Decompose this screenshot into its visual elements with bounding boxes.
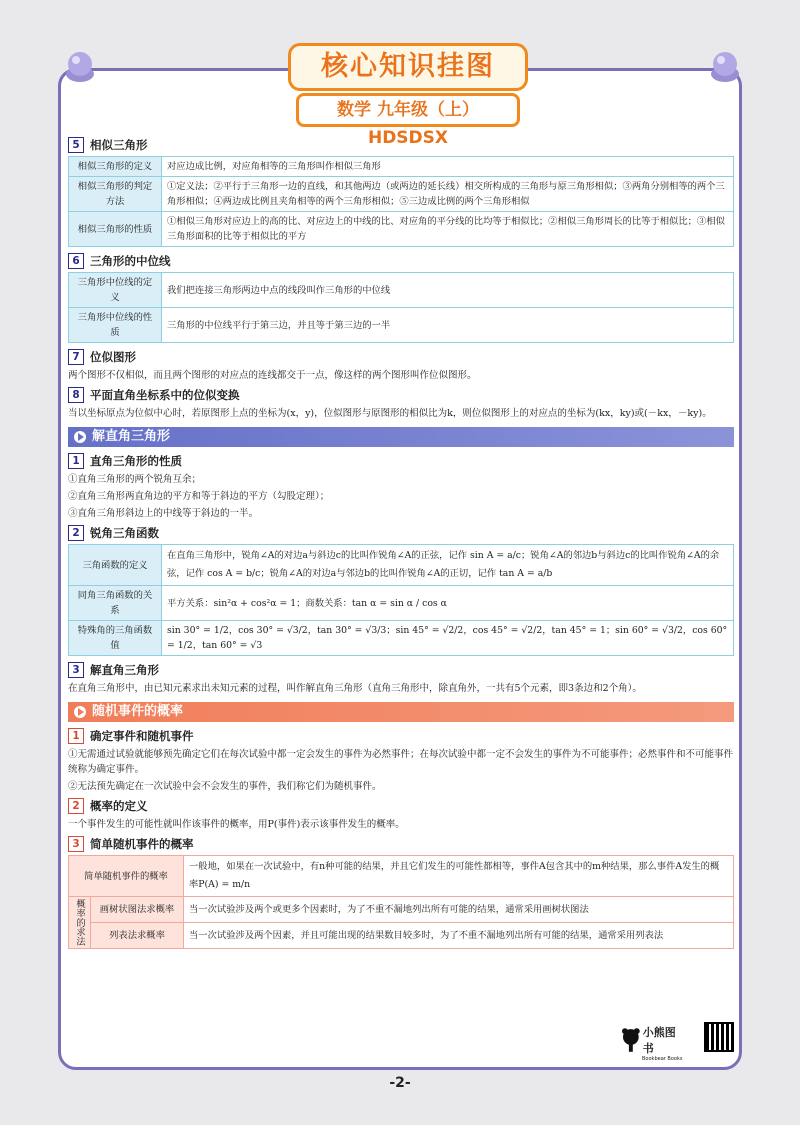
logo-text: 小熊图书: [642, 1026, 676, 1055]
row-key: 特殊角的三角函数值: [69, 621, 162, 656]
list-item: ①无需通过试验就能够预先确定它们在每次试验中都一定会发生的事件为必然事件；在每次试验中都一定不会发生的事件为不可能事件；必然事件和不可能事件统称为确定事件。: [68, 749, 734, 775]
table-row: [69, 273, 734, 308]
section-title: 平面直角坐标系中的位似变换: [90, 388, 240, 402]
row-value: ①定义法；②平行于三角形一边的直线，和其他两边（或两边的延长线）相交所构成的三角形与原三角形相似；③两角分别相等的两个三角形相似；④两边成比例且夹角相等的两个三角形相似；⑤三边成比例的两个三角形相似: [162, 177, 734, 212]
row-key: 画树状图法求概率: [91, 897, 184, 923]
publisher-logo: [622, 1024, 686, 1062]
table-row: [69, 586, 734, 621]
section-number: 1: [68, 453, 84, 469]
section-heading: [68, 387, 734, 403]
row-value: 三角形的中位线平行于第三边，并且等于第三边的一半: [162, 308, 734, 343]
section-number: 2: [68, 798, 84, 814]
paragraph: 两个图形不仅相似，而且两个图形的对应点的连线都交于一点，像这样的两个图形叫作位似图形。: [68, 370, 477, 381]
section-heading: [68, 137, 734, 153]
section-heading: [68, 525, 734, 541]
section-title: 简单随机事件的概率: [90, 837, 194, 851]
section-number: 3: [68, 836, 84, 852]
page-subtitle: 数学 九年级（上）HDSDSX: [296, 93, 520, 127]
row-key: 同角三角函数的关系: [69, 586, 162, 621]
row-value: 在直角三角形中，锐角∠A的对边a与斜边c的比叫作锐角∠A的正弦，记作 sin A = a/c；锐角∠A的邻边b与斜边c的比叫作锐角∠A的余弦，记作 cos A = b/c；锐角∠A的对边a与邻边b的比叫作锐角∠A的正切，记作 tan A = a/b: [162, 545, 734, 586]
section-title: 相似三角形: [90, 138, 148, 152]
main-content: [68, 133, 734, 955]
row-key: 简单随机事件的概率: [69, 856, 184, 897]
section-title: 锐角三角函数: [90, 526, 159, 540]
trig-table: [68, 544, 734, 656]
table-row: [69, 621, 734, 656]
chapter-band: [68, 702, 734, 722]
header: [288, 43, 528, 148]
table-row: [69, 922, 734, 948]
row-key: 三角形中位线的定义: [69, 273, 162, 308]
section-number: 5: [68, 137, 84, 153]
row-value: 平方关系：sin²α + cos²α = 1；商数关系：tan α = sin α / cos α: [162, 586, 734, 621]
section-heading: [68, 453, 734, 469]
list-item: ①直角三角形的两个锐角互余；: [68, 474, 202, 485]
section-number: 2: [68, 525, 84, 541]
table-row: [69, 897, 734, 923]
chapter-title: 解直角三角形: [92, 429, 171, 444]
row-value: 当一次试验涉及两个因素，并且可能出现的结果数目较多时，为了不重不漏地列出所有可能的结果，通常采用列表法: [184, 922, 734, 948]
row-value: 对应边成比例，对应角相等的三角形叫作相似三角形: [162, 157, 734, 177]
pushpin-icon: [60, 48, 100, 88]
list-item: ③直角三角形斜边上的中线等于斜边的一半。: [68, 508, 259, 519]
row-key: 列表法求概率: [91, 922, 184, 948]
section-heading: [68, 253, 734, 269]
chapter-band: [68, 427, 734, 447]
play-icon: [74, 706, 86, 718]
section-number: 1: [68, 728, 84, 744]
similar-triangles-table: [68, 156, 734, 247]
section-number: 6: [68, 253, 84, 269]
table-row: [69, 212, 734, 247]
page-number: -2-: [389, 1075, 411, 1091]
table-row: [69, 177, 734, 212]
row-value: 当一次试验涉及两个或更多个因素时，为了不重不漏地列出所有可能的结果，通常采用画树状图法: [184, 897, 734, 923]
section-title: 解直角三角形: [90, 663, 159, 677]
section-heading: [68, 798, 734, 814]
row-key: 相似三角形的定义: [69, 157, 162, 177]
row-key: 三角形中位线的性质: [69, 308, 162, 343]
table-row: [69, 856, 734, 897]
paragraph: 在直角三角形中，由已知元素求出未知元素的过程，叫作解直角三角形（直角三角形中，除直角外，一共有5个元素，即3条边和2个角）。: [68, 683, 642, 694]
play-icon: [74, 431, 86, 443]
section-number: 3: [68, 662, 84, 678]
qr-code[interactable]: [704, 1022, 734, 1052]
table-row: [69, 157, 734, 177]
table-row: [69, 545, 734, 586]
section-heading: [68, 349, 734, 365]
probability-table: [68, 855, 734, 949]
section-heading: [68, 662, 734, 678]
row-key: 相似三角形的性质: [69, 212, 162, 247]
group-key: 概率的求法: [69, 897, 91, 949]
section-heading: [68, 728, 734, 744]
row-value: sin 30° = 1/2，cos 30° = √3/2，tan 30° = √3/3；sin 45° = √2/2，cos 45° = √2/2，tan 45° = 1；sin 60° = √3/2，cos 60° = 1/2，tan 60° = √3: [162, 621, 734, 656]
table-row: [69, 308, 734, 343]
section-title: 位似图形: [90, 350, 136, 364]
list-item: ②直角三角形两直角边的平方和等于斜边的平方（勾股定理）；: [68, 491, 330, 502]
page-title: 核心知识挂图: [288, 43, 528, 91]
row-key: 三角函数的定义: [69, 545, 162, 586]
row-value: ①相似三角形对应边上的高的比、对应边上的中线的比、对应角的平分线的比均等于相似比；②相似三角形周长的比等于相似比；③相似三角形面积的比等于相似比的平方: [162, 212, 734, 247]
section-title: 概率的定义: [90, 799, 148, 813]
section-title: 确定事件和随机事件: [90, 729, 194, 743]
paragraph: 当以坐标原点为位似中心时，若原图形上点的坐标为(x，y)，位似图形与原图形的相似比为k，则位似图形上的对应点的坐标为(kx，ky)或(－kx，－ky)。: [68, 408, 712, 419]
section-number: 7: [68, 349, 84, 365]
pushpin-icon: [705, 48, 745, 88]
list-item: ②无法预先确定在一次试验中会不会发生的事件，我们称它们为随机事件。: [68, 781, 382, 792]
section-title: 直角三角形的性质: [90, 454, 182, 468]
bear-icon: [622, 1028, 640, 1052]
row-value: 一般地，如果在一次试验中，有n种可能的结果，并且它们发生的可能性都相等，事件A包含其中的m种结果，那么事件A发生的概率P(A) = m/n: [184, 856, 734, 897]
section-title: 三角形的中位线: [90, 254, 171, 268]
section-heading: [68, 836, 734, 852]
section-number: 8: [68, 387, 84, 403]
logo-subtext: Bookbear Books: [642, 1056, 683, 1062]
paragraph: 一个事件发生的可能性就叫作该事件的概率，用P(事件)表示该事件发生的概率。: [68, 819, 405, 830]
midline-table: [68, 272, 734, 343]
chapter-title: 随机事件的概率: [92, 704, 184, 719]
row-key: 相似三角形的判定方法: [69, 177, 162, 212]
row-value: 我们把连接三角形两边中点的线段叫作三角形的中位线: [162, 273, 734, 308]
